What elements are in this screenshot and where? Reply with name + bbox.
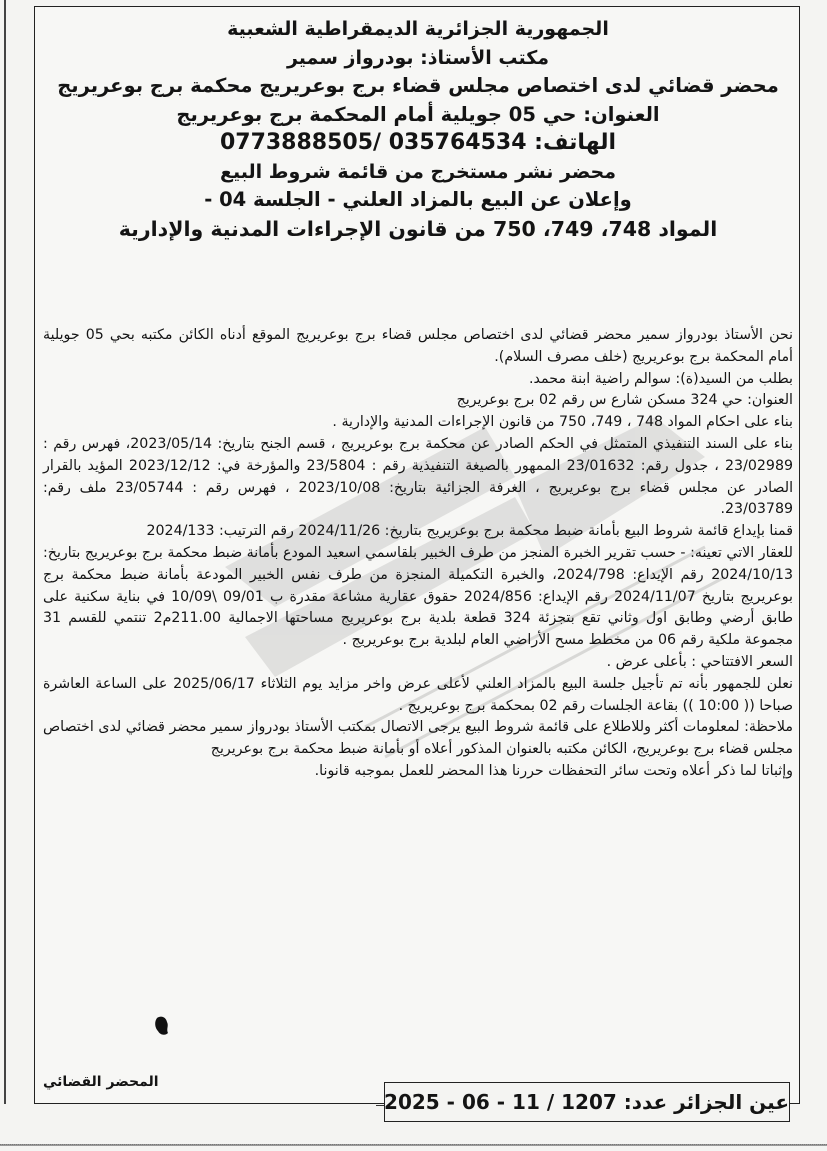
legal-articles: المواد 748، 749، 750 من قانون الإجراءات المدنية والإدارية xyxy=(118,216,718,241)
enforcement-title: بناء على السند التنفيذي المتمثل في الحكم الصادر عن محكمة برج بوعريريج ، قسم الجنح بتاريخ: 2023/05/14، فهرس رقم : 23/02989 ، جدول رقم: 23/01632 الممهور بالصيغة التنفيذية رقم : 23/5804 والمؤرخة في: 2023/12/12 المؤيد بالقرار الصادر عن مجلس قضاء برج بوعريريج ، الغرفة الجزائية بتاريخ: 2023/10/08 ، فهرس رقم : 23/05744 ملف رقم: 23/03789. xyxy=(43,435,794,518)
note: ملاحظة: لمعلومات أكثر وللاطلاع على قائمة شروط البيع يرجى الاتصال بمكتب الأستاذ بودرواز سمير محضر قضائي لدى اختصاص مجلس قضاء برج بوعريريج، الكائن مكتبه بالعنوان المذكور أعلاه أو بأمانة ضبط محكمة برج بوعريريج xyxy=(43,719,793,758)
filing-details: قمنا بإيداع قائمة شروط البيع بأمانة ضبط محكمة برج بوعريريج بتاريخ: 2024/11/26 رقم الترتيب: 2024/133 xyxy=(146,523,793,540)
office-phone: الهاتف: 035764534 /0773888505 xyxy=(219,130,617,155)
signature-label: المحضر القضائي xyxy=(43,1074,159,1090)
office-name: مكتب الأستاذ: بودرواز سمير xyxy=(286,46,550,69)
bailiff-intro: نحن الأستاذ بودرواز سمير محضر قضائي لدى اختصاص مجلس قضاء برج بوعريريج الموقع أدناه الكائن مكتبه بحي 05 جويلية أمام المحكمة برج بوعريريج (خلف مصرف السلام). xyxy=(43,327,793,365)
auction-date-notice: نعلن للجمهور بأنه تم تأجيل جلسة البيع بالمزاد العلني لأعلى عرض واخر مزايد يوم الثلاثاء 2025/06/17 على الساعة العاشرة صباحا (( 10:00 )) بقاعة الجلسات رقم 02 بمحكمة برج بوعريريج . xyxy=(43,675,793,714)
auction-announcement: وإعلان عن البيع بالمزاد العلني - الجلسة 04 - xyxy=(204,188,632,211)
republic-title: الجمهورية الجزائرية الديمقراطية الشعبية xyxy=(227,18,609,40)
notice-title: محضر نشر مستخرج من قائمة شروط البيع xyxy=(219,160,617,183)
bailiff-jurisdiction: محضر قضائي لدى اختصاص مجلس قضاء برج بوعريريج محكمة برج بوعريريج xyxy=(57,74,779,97)
notice-header xyxy=(35,15,801,243)
requester-address: العنوان: حي 324 مسكن شارع س رقم 02 برج بوعريريج xyxy=(456,392,793,409)
office-address: العنوان: حي 05 جويلية أمام المحكمة برج بوعريريج xyxy=(176,102,660,126)
closing-statement: وإثباتا لما ذكر أعلاه وتحت سائر التحفظات حررنا هذا المحضر للعمل بموجبه قانونا. xyxy=(314,762,793,779)
legal-basis: بناء على احكام المواد 748 ، 749، 750 من قانون الإجراءات المدنية والإدارية . xyxy=(332,414,793,431)
publication-reference: عين الجزائر عدد: 1207 / 11 - 06 - 2025 xyxy=(384,1082,790,1122)
page-bottom-rule xyxy=(0,1144,827,1146)
ink-blot xyxy=(153,1015,171,1037)
opening-price: السعر الافتتاحي : بأعلى عرض . xyxy=(606,653,793,670)
property-description: للعقار الاتي تعينه: - حسب تقرير الخبرة المنجز من طرف الخبير بلقاسمي اسعيد المودع بأمانة ضبط محكمة برج بوعريريج بتاريخ: 2024/10/13 رقم الإيداع: 2024/798، والخبرة التكميلة المنجزة من طرف نفس الخبير المودعة بأمانة ضبط محكمة برج بوعريريج بتاريخ 2024/11/07 رقم الإيداع: 2024/856 حقوق عقارية مشاعة مقدرة ب 09/01 \10/09 في بناية سكنية على طابق أرضي وطابق اول وثاني تقع بتجزئة 324 قطعة بلدية برج بوعريريج مساحتها الاجمالية 211.00م2 تنتمي للقسم 31 مجموعة ملكية رقم 06 من مخطط مسح الأراضي العام لبلدية برج بوعريريج . xyxy=(43,544,793,649)
requester: بطلب من السيد(ة): سوالم راضية ابنة محمد. xyxy=(529,370,793,387)
legal-notice-frame xyxy=(34,6,800,1104)
column-divider xyxy=(4,0,6,1104)
notice-body xyxy=(43,325,793,783)
